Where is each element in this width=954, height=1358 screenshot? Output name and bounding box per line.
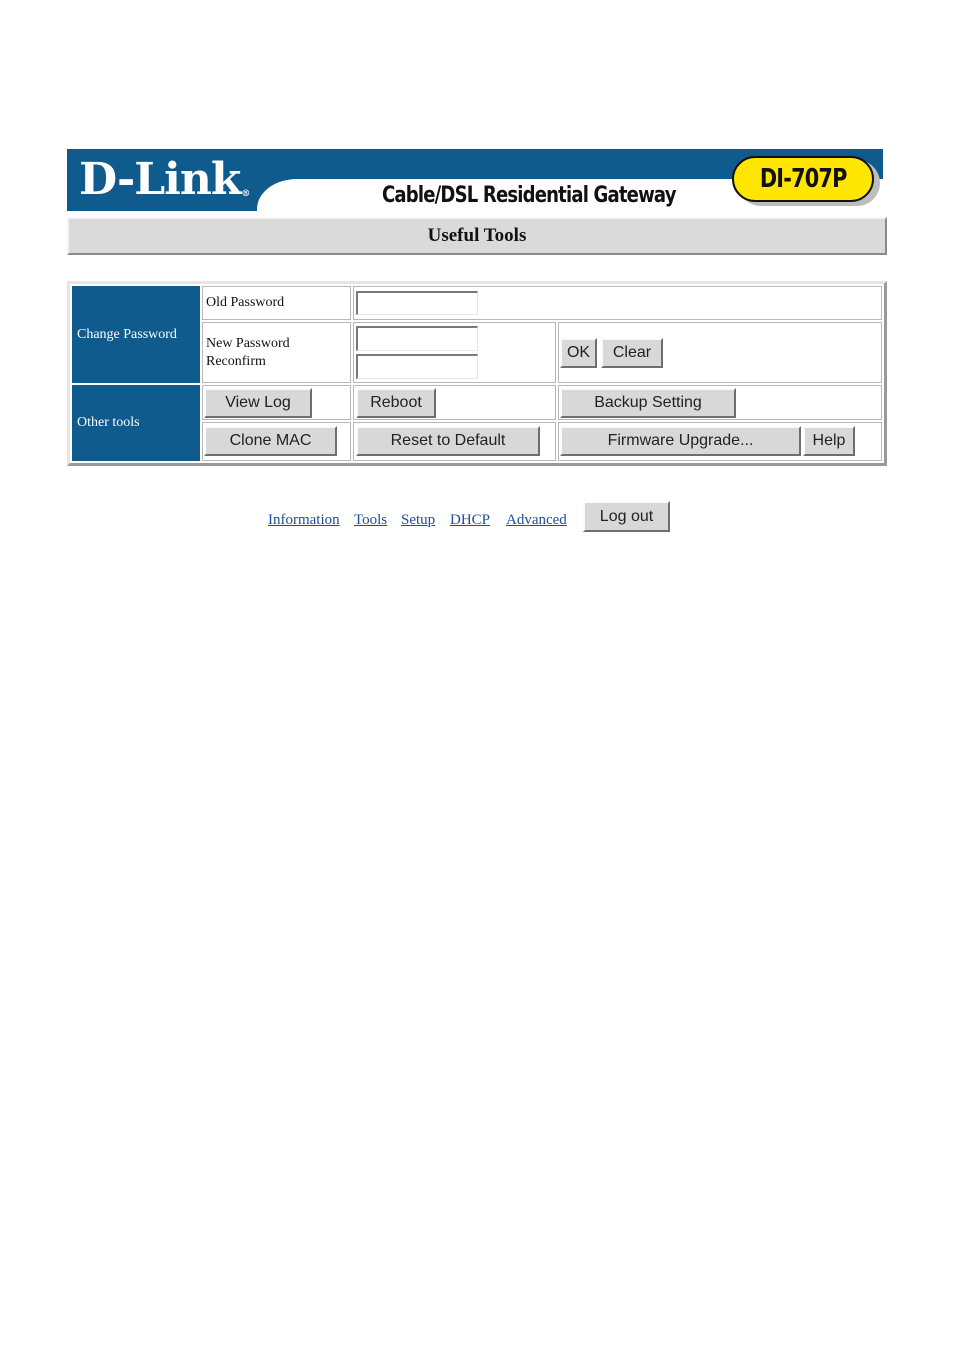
nav-link-advanced[interactable]: Advanced [506, 512, 567, 528]
log-out-button[interactable]: Log out [583, 501, 670, 532]
change-password-section-label [72, 286, 200, 383]
backup-cell [558, 385, 882, 420]
other-tools-label: Other tools [77, 415, 140, 430]
password-actions-cell [558, 322, 882, 383]
nav-link-dhcp[interactable]: DHCP [450, 512, 491, 528]
brand-name: D-Link [79, 154, 241, 205]
firmware-help-cell [558, 422, 882, 461]
reboot-button[interactable]: Reboot [356, 388, 436, 418]
ok-button[interactable]: OK [560, 338, 597, 368]
old-password-label: Old Password [206, 295, 285, 310]
change-password-label: Change Password [77, 326, 177, 342]
brand-registered-mark: ® [241, 189, 250, 199]
page-title-bar [67, 217, 887, 255]
reconfirm-password-field[interactable] [356, 354, 478, 379]
reboot-cell [353, 385, 556, 420]
nav-link-setup[interactable]: Setup [401, 512, 436, 528]
other-tools-section-label [72, 385, 200, 461]
clear-button[interactable]: Clear [601, 338, 663, 368]
backup-setting-button[interactable]: Backup Setting [560, 388, 736, 418]
nav-link-tools[interactable]: Tools [354, 512, 388, 528]
new-password-label: New Password [206, 336, 290, 351]
product-subtitle: Cable/DSL Residential Gateway [382, 183, 676, 208]
old-password-label-cell [202, 286, 351, 320]
new-password-label-cell [202, 322, 351, 383]
reset-to-default-button[interactable]: Reset to Default [356, 426, 540, 456]
help-button[interactable]: Help [803, 426, 855, 456]
clone-mac-button[interactable]: Clone MAC [204, 426, 337, 456]
page-title: Useful Tools [427, 225, 527, 246]
new-password-input-cell [353, 322, 556, 383]
tools-panel [67, 281, 887, 466]
nav-link-information[interactable]: Information [268, 512, 340, 528]
view-log-cell [202, 385, 351, 420]
view-log-button[interactable]: View Log [204, 388, 312, 418]
brand-logo [79, 153, 249, 207]
old-password-field[interactable] [356, 291, 478, 315]
clone-mac-cell [202, 422, 351, 461]
reconfirm-label: Reconfirm [206, 354, 266, 369]
firmware-upgrade-button[interactable]: Firmware Upgrade... [560, 426, 801, 456]
reset-default-cell [353, 422, 556, 461]
new-password-field[interactable] [356, 326, 478, 351]
model-badge [732, 156, 874, 202]
model-name: DI-707P [759, 164, 847, 194]
old-password-input-cell [353, 286, 882, 320]
